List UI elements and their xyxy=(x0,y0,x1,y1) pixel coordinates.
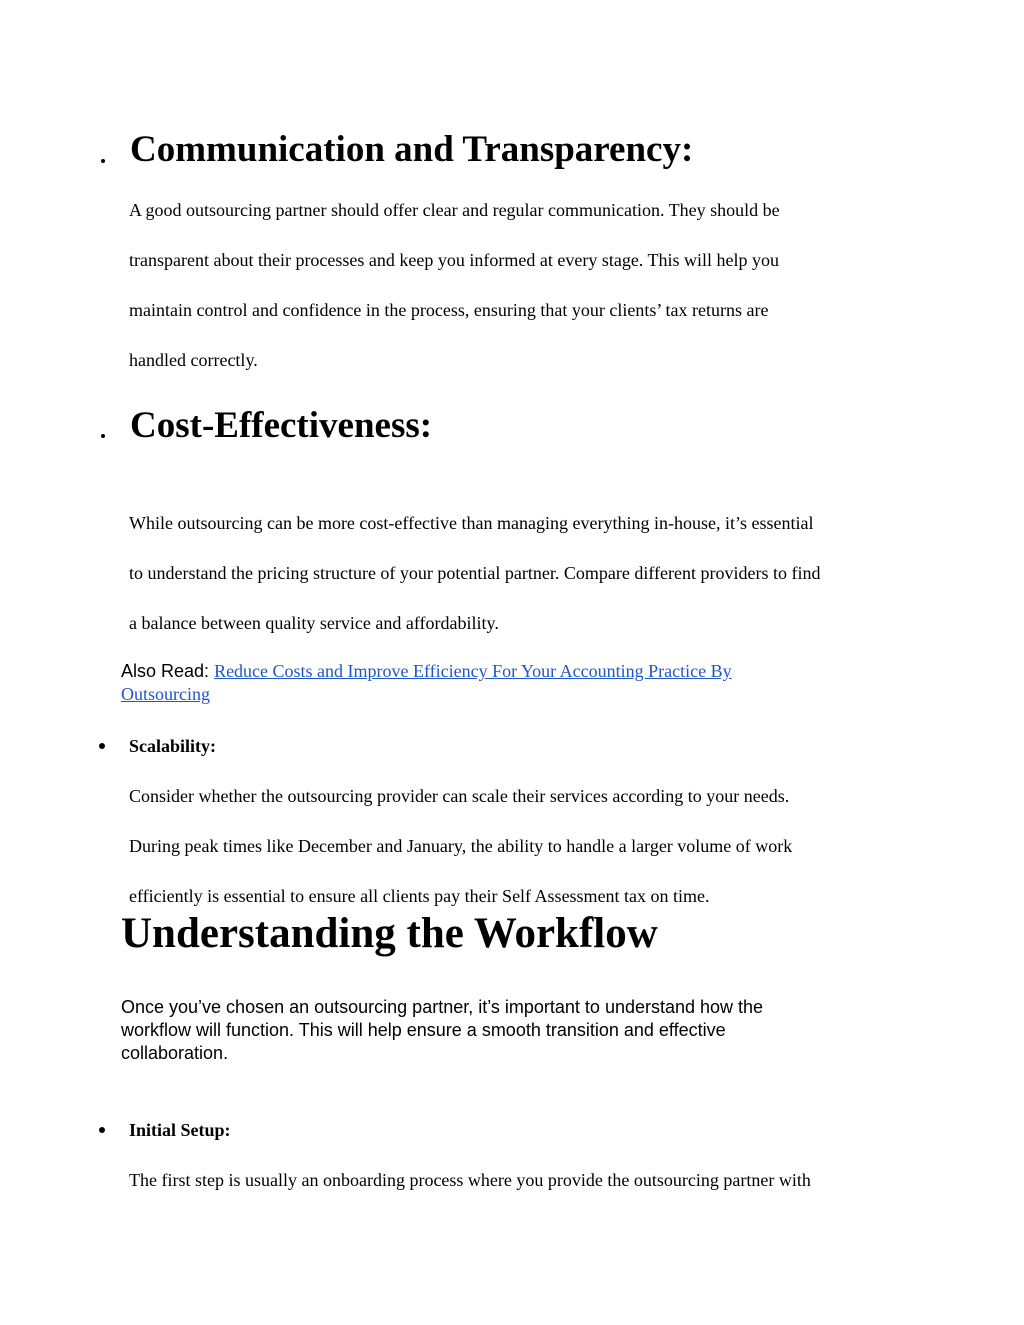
paragraph-line: Consider whether the outsourcing provider can scale their services according to your needs. xyxy=(129,786,790,806)
bullet-icon xyxy=(99,1127,105,1133)
paragraph-line: collaboration. xyxy=(121,1043,229,1063)
section-heading-cost: Cost-Effectiveness: xyxy=(130,405,433,446)
also-read xyxy=(121,660,901,706)
paragraph-line: While outsourcing can be more cost-effective than managing everything in-house, it’s essential xyxy=(129,513,814,533)
paragraph-line: maintain control and confidence in the process, ensuring that your clients’ tax returns are xyxy=(129,300,769,320)
bullet-icon xyxy=(99,743,105,749)
also-read-link-line: Outsourcing xyxy=(121,684,210,704)
bullet-icon xyxy=(101,159,105,163)
paragraph-line: handled correctly. xyxy=(129,350,258,370)
cost-paragraph xyxy=(129,498,919,648)
paragraph-line: During peak times like December and January, the ability to handle a larger volume of work xyxy=(129,836,793,856)
paragraph-line: workflow will function. This will help ensure a smooth transition and effective xyxy=(121,1020,726,1040)
paragraph-line: efficiently is essential to ensure all clients pay their Self Assessment tax on time. xyxy=(129,886,710,906)
section-heading-scalability: Scalability: xyxy=(129,736,217,756)
page-heading-workflow: Understanding the Workflow xyxy=(121,910,658,957)
paragraph-line: The first step is usually an onboarding process where you provide the outsourcing partner with xyxy=(129,1170,811,1190)
bullet-icon xyxy=(101,434,105,438)
communication-paragraph xyxy=(129,185,919,385)
paragraph-line: Once you’ve chosen an outsourcing partner, it’s important to understand how the xyxy=(121,997,764,1017)
also-read-link-line: Reduce Costs and Improve Efficiency For Your Accounting Practice By xyxy=(214,661,732,681)
scalability-paragraph xyxy=(129,771,919,921)
paragraph-line: a balance between quality service and affordability. xyxy=(129,613,499,633)
paragraph-line: A good outsourcing partner should offer clear and regular communication. They should be xyxy=(129,200,780,220)
section-heading-initial-setup: Initial Setup: xyxy=(129,1120,231,1140)
workflow-paragraph xyxy=(121,996,881,1065)
also-read-label: Also Read: xyxy=(121,661,215,681)
paragraph-line: to understand the pricing structure of your potential partner. Compare different providers to find xyxy=(129,563,821,583)
initial-setup-paragraph xyxy=(129,1155,919,1205)
section-heading-communication: Communication and Transparency: xyxy=(130,129,694,170)
paragraph-line: transparent about their processes and keep you informed at every stage. This will help you xyxy=(129,250,779,270)
